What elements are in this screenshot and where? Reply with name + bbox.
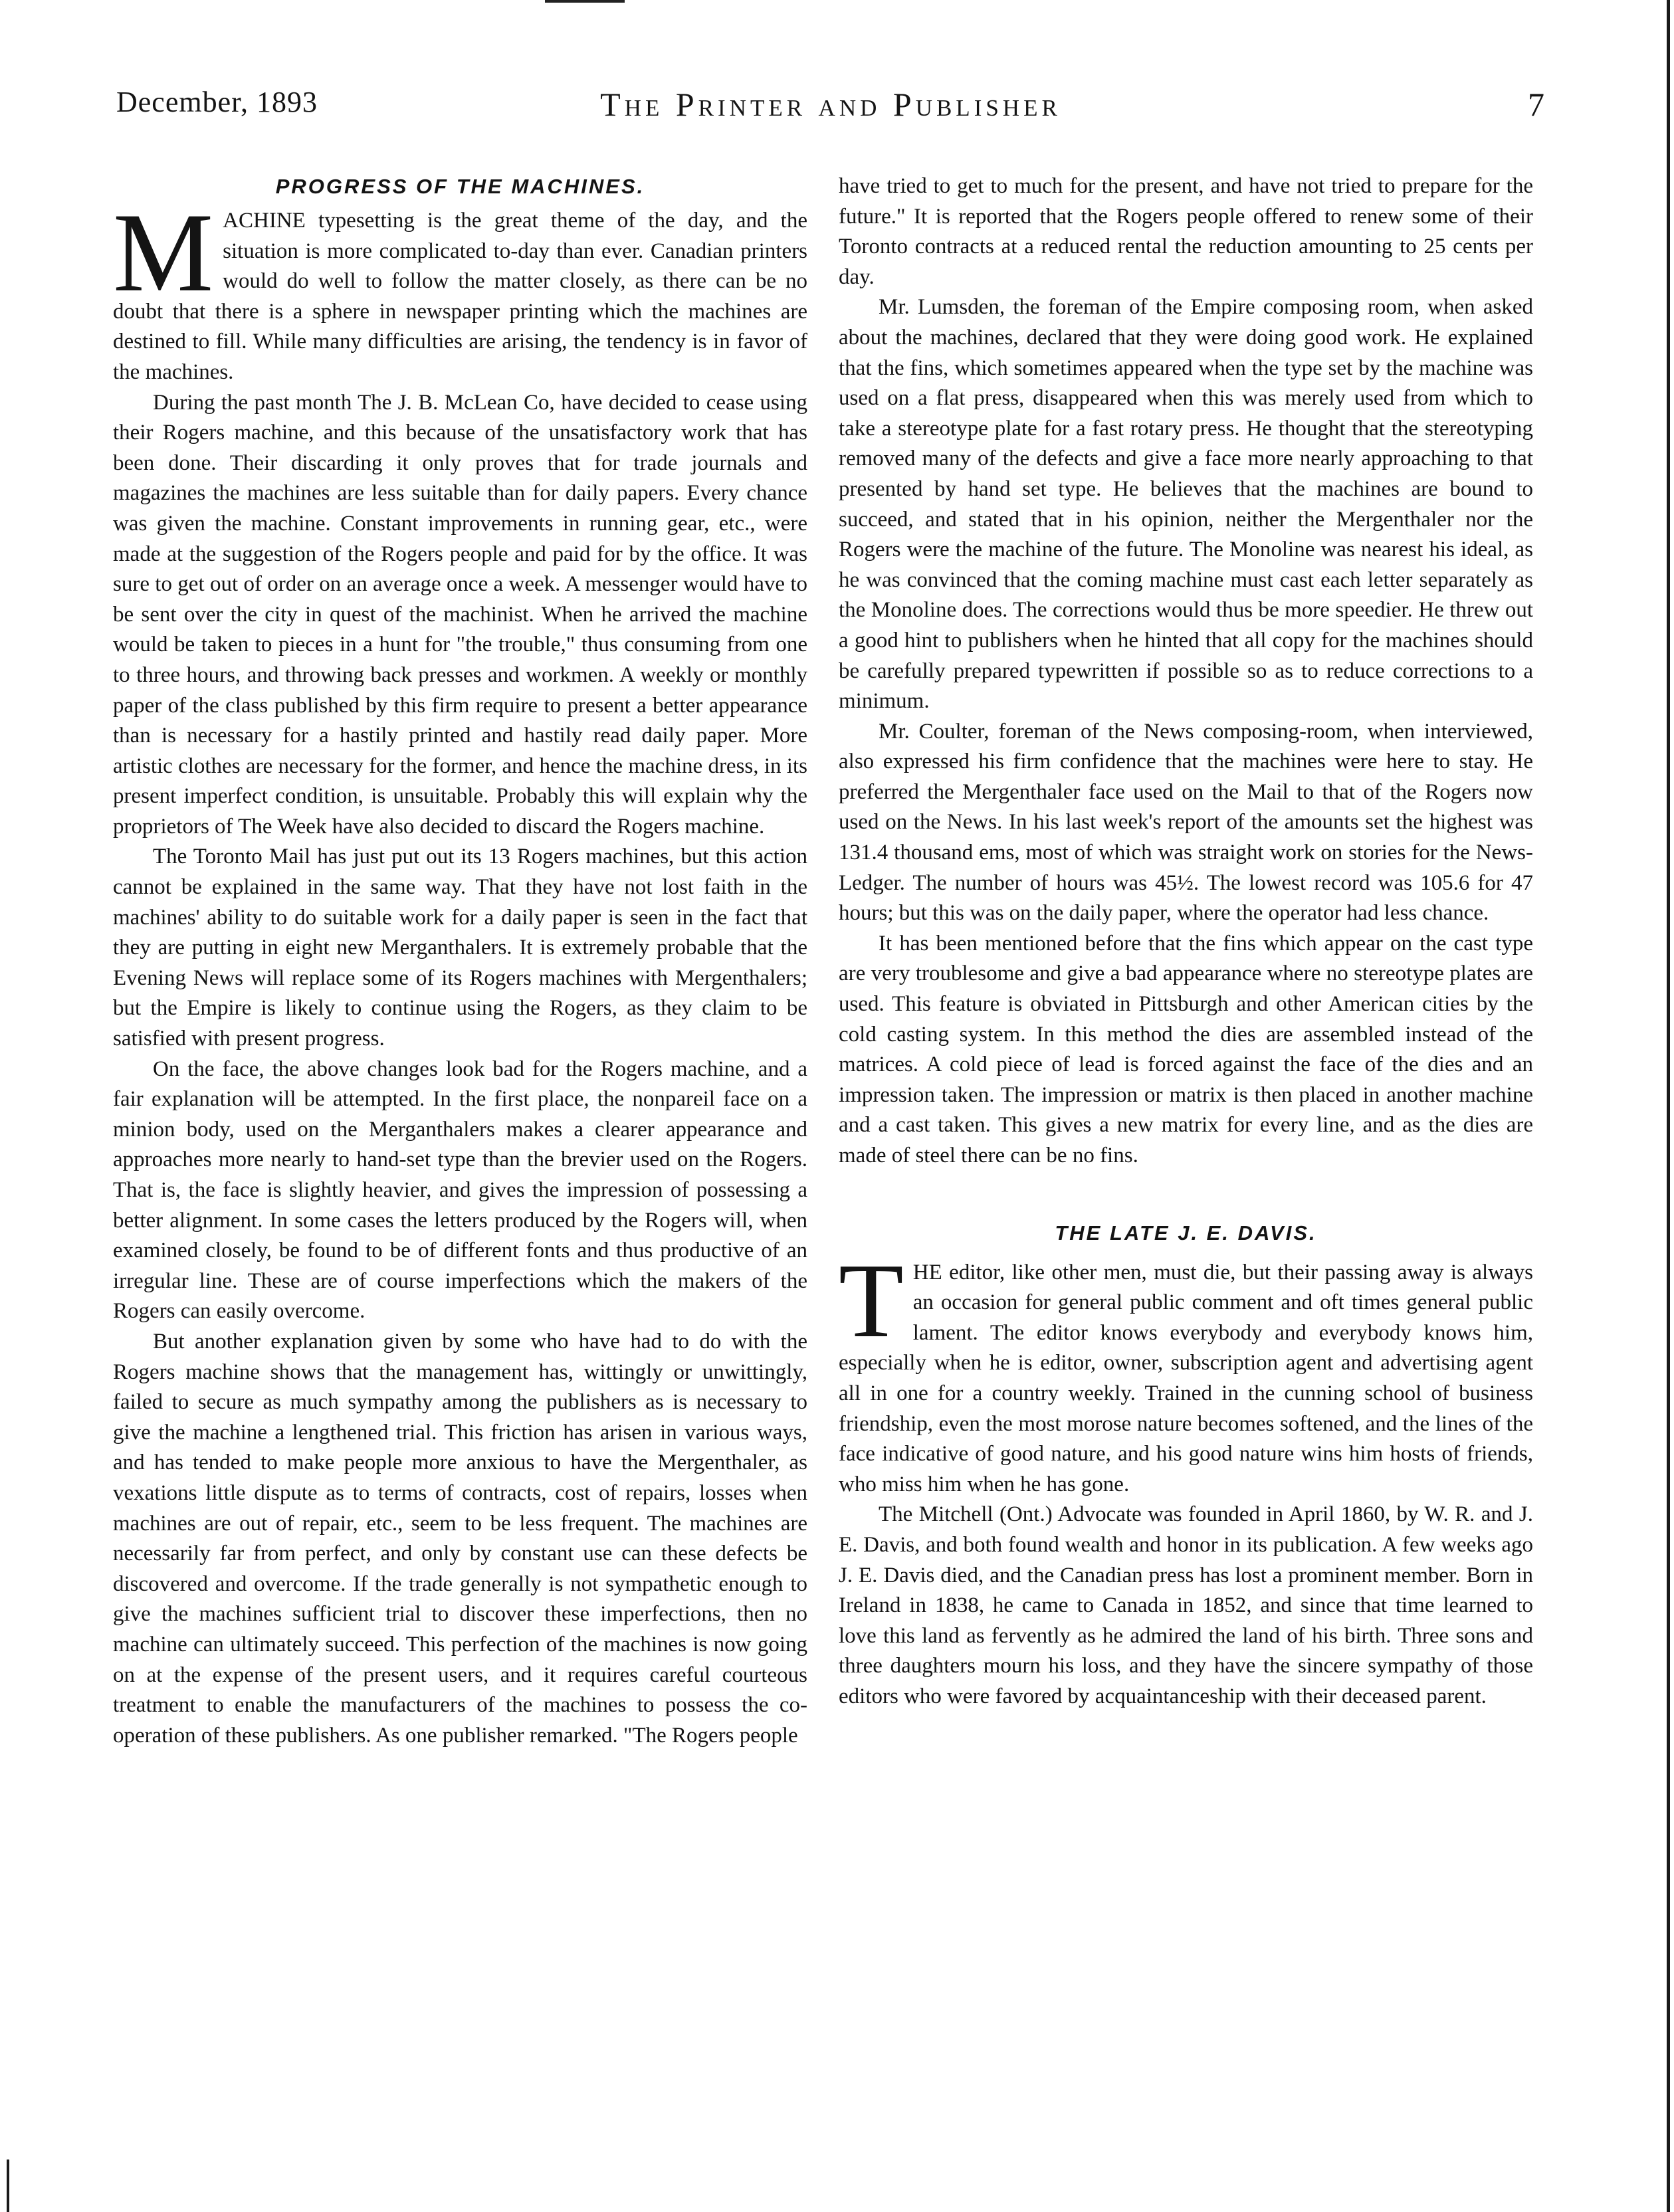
right-column (839, 171, 1533, 1712)
page-header (116, 85, 1545, 132)
article-paragraph: The Mitchell (Ont.) Advocate was founded in April 1860, by W. R. and J. E. Davis, and both found wealth and honor in its publication. A few weeks ago J. E. Davis died, and the Canadian press has lost a prominent member. Born in Ireland in 1838, he came to Canada in 1852, and since that time learned to love this land as fervently as he admired the land of his birth. Three sons and three daughters mourn his loss, and they have the sincere sympathy of those editors who were favored by acquaintanceship with their deceased parent. (839, 1502, 1533, 1708)
article-paragraph: During the past month The J. B. McLean Co, have decided to cease using their Rogers machine, and this because of the unsatisfactory work that has been done. Their discarding it only proves that for trade journals and magazines the machines are less suitable than for daily papers. Every chance was given the machine. Constant improvements in running gear, etc., were made at the suggestion of the Rogers people and paid for by the office. It was sure to get out of order on an average once a week. A messenger would have to be sent over the city in quest of the machinist. When he arrived the machine would be taken to pieces in a hunt for "the trouble," thus consuming from one to three hours, and throwing back presses and workmen. A weekly or monthly paper of the class published by this firm require to present a better appearance than is necessary for a hastily printed and hastily read daily paper. More artistic clothes are necessary for the former, and hence the machine dress, in its present imperfect condition, is unsuitable. Probably this will explain why the proprietors of The Week have also decided to discard the Rogers machine. (113, 390, 807, 839)
article-paragraph: It has been mentioned before that the fins which appear on the cast type are very troublesome and give a bad appearance where no stereotype plates are used. This feature is obviated in Pittsburgh and other American cities by the cold casting system. In this method the dies are assembled instead of the matrices. A cold piece of lead is forced against the face of the dies and an impression taken. The impression or matrix is then placed in another machine and a cast taken. This gives a new matrix for every line, and as the dies are made of steel there can be no fins. (839, 931, 1533, 1167)
article-paragraph (113, 190, 807, 388)
drop-cap: M (113, 190, 214, 315)
left-edge-mark (7, 2160, 9, 2212)
drop-cap: T (839, 1241, 904, 1359)
article-paragraph: Mr. Lumsden, the foreman of the Empire composing room, when asked about the machines, declared that they were doing good work. He explained that the fins, which sometimes appeared when the type set by the machine was used on a flat press, disappeared when this was merely used from which to take a stereotype plate for a fast rotary press. He thought that the stereotyping removed many of the defects and give a face more nearly approaching to that presented by hand set type. He believes that the machines are bound to succeed, and stated that in his opinion, neither the Mergenthaler nor the Rogers were the machine of the future. The Monoline was nearest his ideal, as he was convinced that the coming machine must cast each letter separately as the Monoline does. The corrections would thus be more speedier. He threw out a good hint to publishers when he hinted that all copy for the machines should be carefully prepared typewritten if possible so as to reduce corrections to a minimum. (839, 295, 1533, 714)
article-heading-progress: PROGRESS OF THE MACHINES. (275, 175, 645, 198)
left-column (113, 171, 807, 1751)
article-paragraph: The Toronto Mail has just put out its 13 Rogers machines, but this action cannot be explained in the same way. That they have not lost faith in the machines' ability to do suitable work for a daily paper is seen in the fact that they are putting in eight new Merganthalers. It is extremely probable that the Evening News will replace some of its Rogers machines with Mergenthalers; but the Empire is likely to continue using the Rogers, as they claim to be satisfied with present progress. (113, 845, 807, 1051)
paragraph-text: ACHINE typesetting is the great theme of the day, and the situation is more complicated to-day than ever. Canadian printers would do well to follow the matter closely, as there can be no doubt that there is a sphere in newspaper printing which the machines are destined to fill. While many difficulties are arising, the tendency is in favor of the machines. (113, 209, 807, 384)
paragraph-text: HE editor, like other men, must die, but their passing away is always an occasion for general public comment and oft times general public lament. The editor knows everybody and everybody knows him, especially when he is editor, owner, subscription agent and advertising agent all in one for a country weekly. Trained in the cunning school of business friendship, even the most morose nature becomes softened, and the lines of the face indicative of good nature, and his good nature wins him hosts of friends, who miss him when he has gone. (839, 1260, 1533, 1496)
article-paragraph: But another explanation given by some who have had to do with the Rogers machine shows that the management has, wittingly or unwittingly, failed to secure as much sympathy among the publishers as is necessary to give the machine a lengthened trial. This friction has arisen in various ways, and has tended to make people more anxious to have the Mergenthaler, as vexations little dispute as to terms of contracts, cost of repairs, losses when machines are out of repair, etc., seem to be less frequent. The machines are necessarily far from perfect, and only by constant use can these defects be discovered and overcome. If the trade generally is not sympathetic enough to give the machines sufficient trial to discover these imperfections, then no machine can ultimately succeed. This perfection of the machines is now going on at the expense of the present users, and it requires careful courteous treatment to enable the manufacturers of the machines to possess the co-operation of these publishers. As one publisher remarked. "The Rogers people (113, 1329, 807, 1748)
page-number: 7 (1528, 86, 1545, 123)
article-heading-davis: THE LATE J. E. DAVIS. (1055, 1221, 1317, 1245)
article-paragraph (839, 1241, 1533, 1500)
publication-title: The Printer and Publisher (600, 86, 1061, 123)
article-paragraph: have tried to get to much for the present, and have not tried to prepare for the future." It is reported that the Rogers people offered to renew some of their Toronto contracts at a reduced rental the reduction amounting to 25 cents per day. (839, 174, 1533, 289)
issue-date: December, 1893 (116, 86, 318, 118)
article-paragraph: Mr. Coulter, foreman of the News composing-room, when interviewed, also expressed his firm confidence that the machines were here to stay. He preferred the Mergenthaler face used on the Mail to that of the Rogers now used on the News. In his last week's report of the amounts set the highest was 131.4 thousand ems, most of which was straight work on stories for the News-Ledger. The number of hours was 45½. The lowest record was 105.6 for 47 hours; but this was on the daily paper, where the operator had less chance. (839, 719, 1533, 926)
article-paragraph: On the face, the above changes look bad for the Rogers machine, and a fair explanation will be attempted. In the first place, the nonpareil face on a minion body, used on the Merganthalers makes a clearer appearance and approaches more nearly to hand-set type than the brevier used on the Rogers. That is, the face is slightly heavier, and gives the impression of possessing a better alignment. In some cases the letters produced by the Rogers will, when examined closely, be found to be of different fonts and thus productive of an irregular line. These are of course imperfections which the makers of the Rogers can easily overcome. (113, 1056, 807, 1324)
top-rule (545, 0, 625, 3)
right-edge-rule (1667, 0, 1670, 2212)
